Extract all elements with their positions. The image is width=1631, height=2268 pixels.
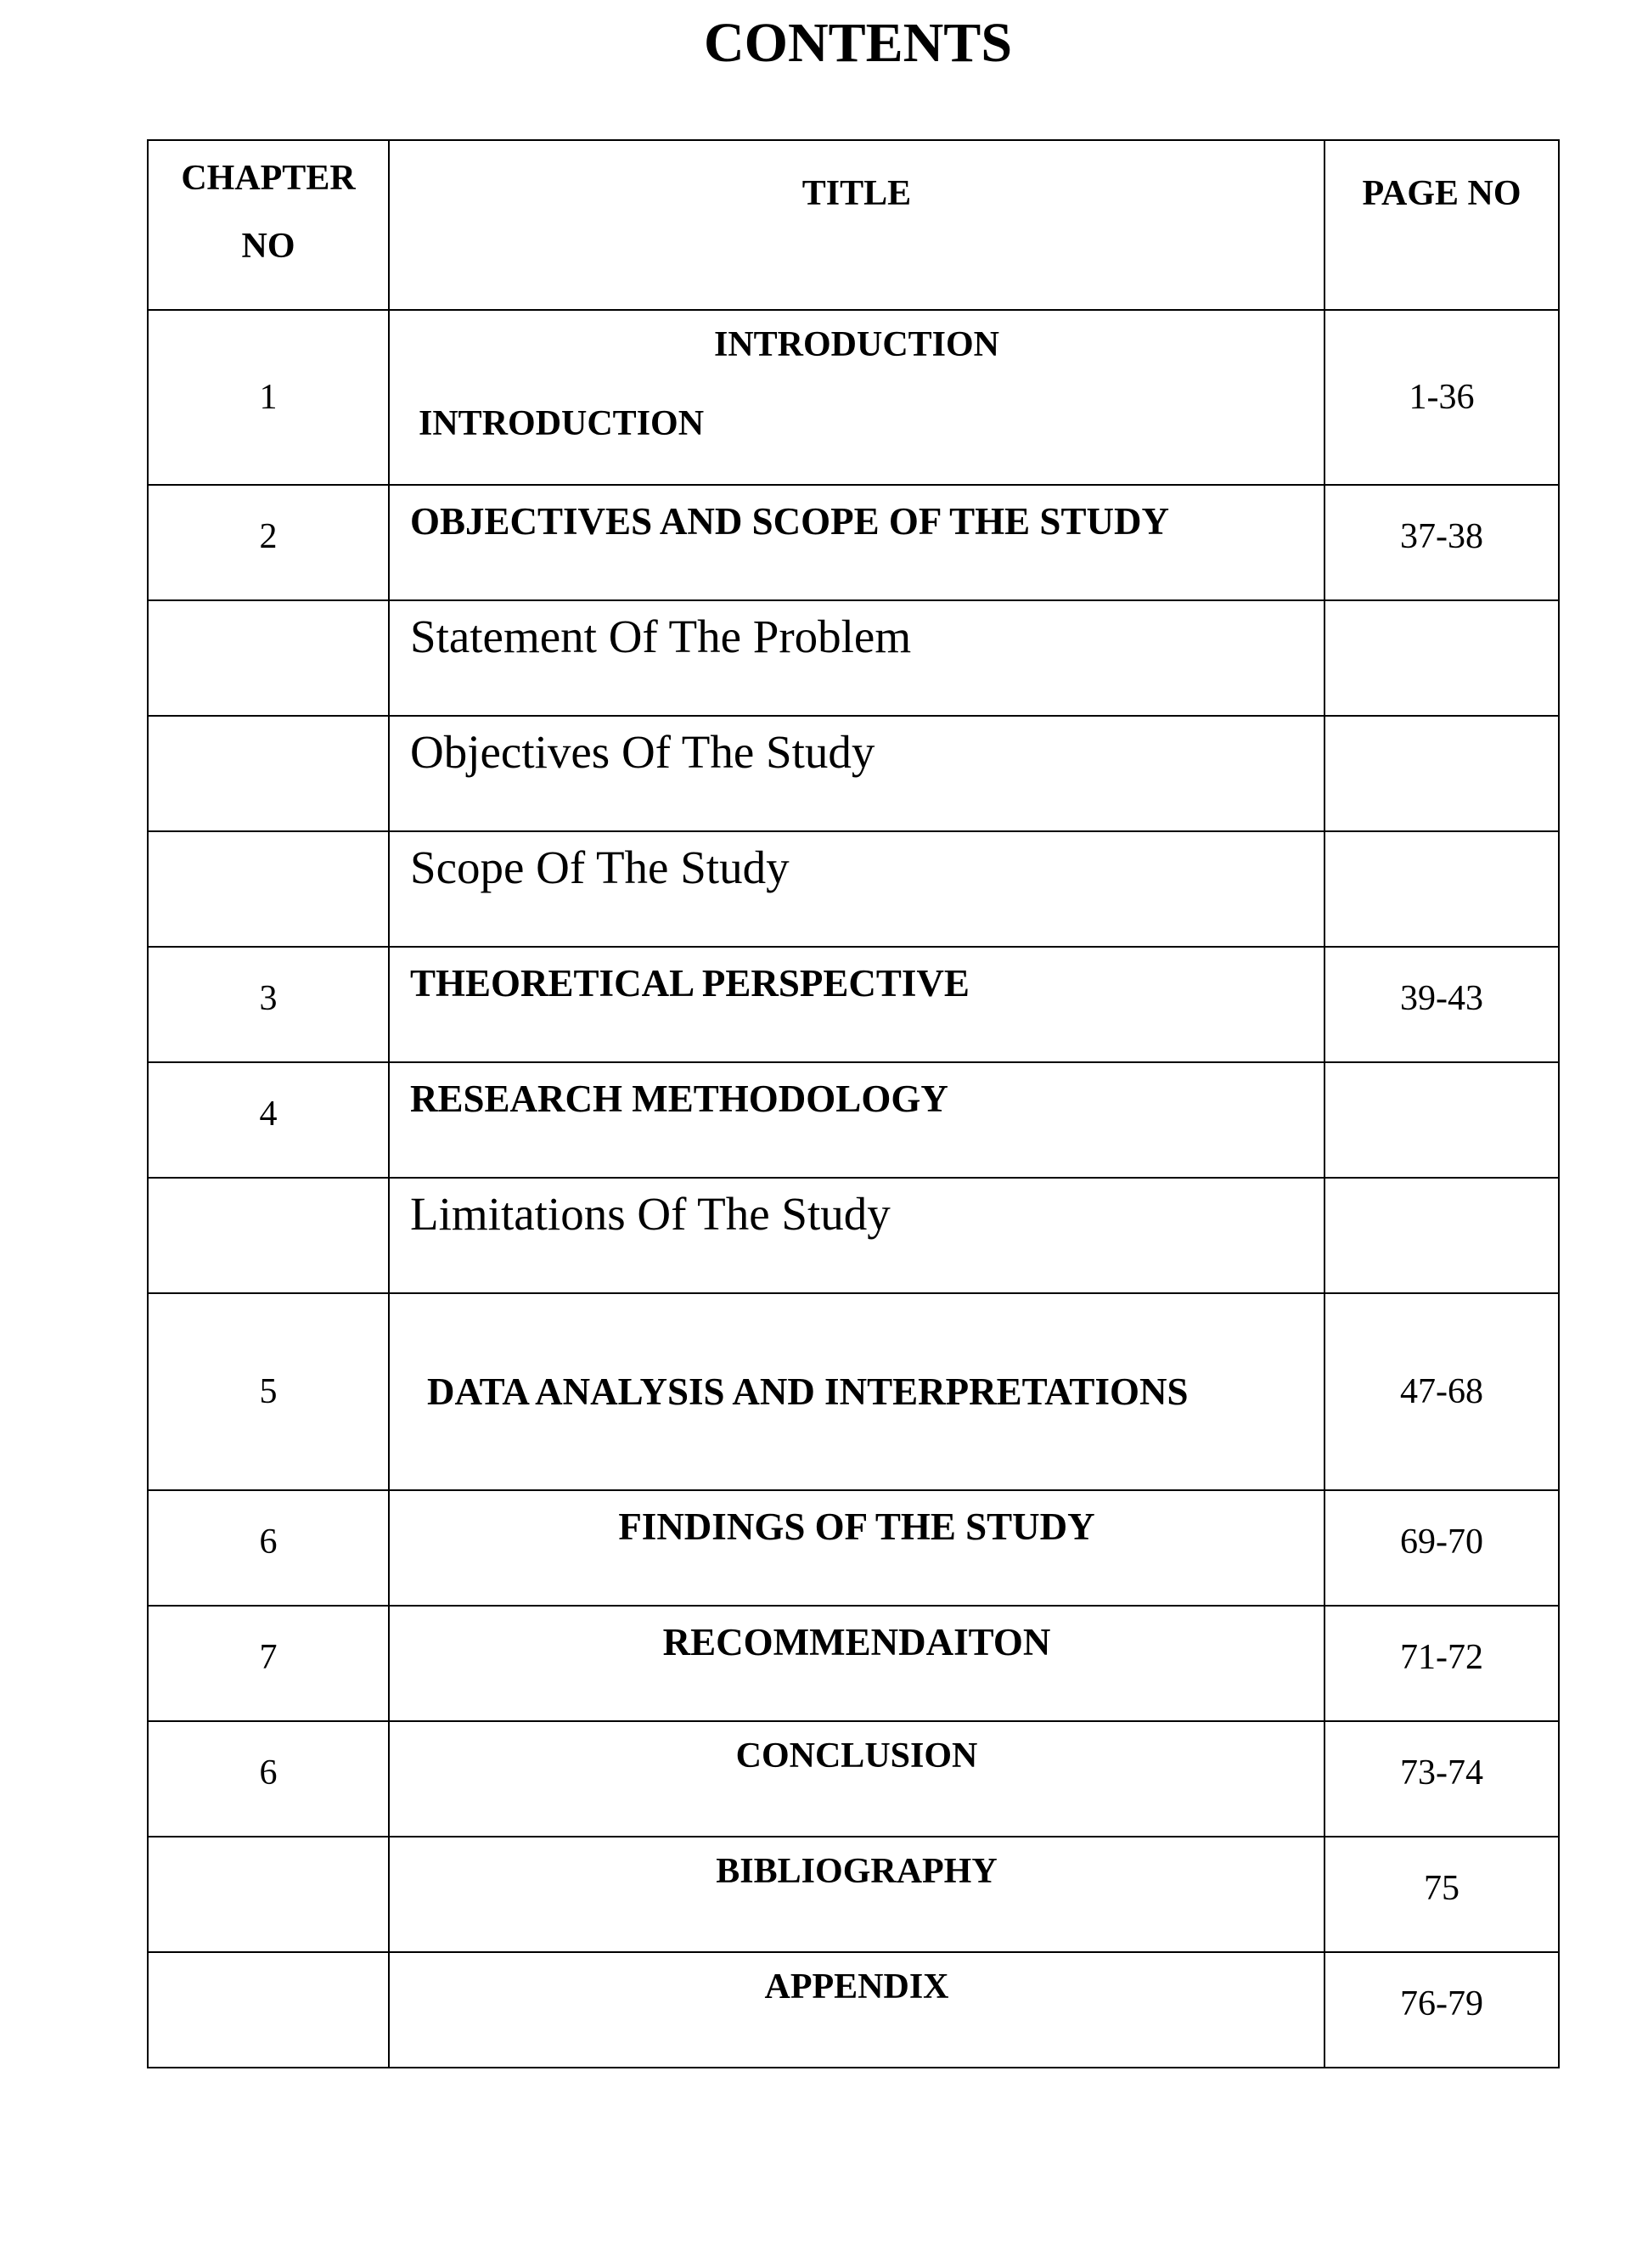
table-row [148, 600, 1559, 716]
section-title: Statement Of The Problem [389, 600, 1324, 716]
page-range: 76-79 [1324, 1952, 1559, 2068]
section-title: Objectives Of The Study [389, 716, 1324, 831]
table-row [148, 716, 1559, 831]
page-range: 37-38 [1324, 485, 1559, 600]
page-range [1324, 600, 1559, 716]
chapter-subtitle: INTRODUCTION [419, 404, 705, 443]
page-range: 1-36 [1324, 310, 1559, 485]
chapter-title: OBJECTIVES AND SCOPE OF THE STUDY [389, 485, 1324, 600]
page-range [1324, 1062, 1559, 1178]
table-header-row [148, 140, 1559, 310]
chapter-number [148, 1178, 389, 1293]
table-row [148, 1952, 1559, 2068]
chapter-number [148, 716, 389, 831]
chapter-number: 5 [148, 1293, 389, 1490]
page-range: 39-43 [1324, 947, 1559, 1062]
chapter-title: THEORETICAL PERSPECTIVE [389, 947, 1324, 1062]
chapter-number [148, 1837, 389, 1952]
chapter-number: 7 [148, 1606, 389, 1721]
table-row [148, 1606, 1559, 1721]
header-chapter-no [148, 140, 389, 310]
table-row [148, 310, 1559, 485]
chapter-number: 4 [148, 1062, 389, 1178]
section-title: Scope Of The Study [389, 831, 1324, 947]
chapter-title: FINDINGS OF THE STUDY [389, 1490, 1324, 1606]
header-chapter-line1: CHAPTER [181, 159, 356, 198]
header-title-label: TITLE [801, 174, 912, 213]
chapter-number: 3 [148, 947, 389, 1062]
table-row [148, 1837, 1559, 1952]
table-row [148, 831, 1559, 947]
chapter-number: 2 [148, 485, 389, 600]
page-range: 73-74 [1324, 1721, 1559, 1837]
chapter-title: DATA ANALYSIS AND INTERPRETATIONS [389, 1293, 1324, 1490]
header-page-no [1324, 140, 1559, 310]
table-row [148, 485, 1559, 600]
chapter-number [148, 831, 389, 947]
page-range: 47-68 [1324, 1293, 1559, 1490]
chapter-title: RESEARCH METHODOLOGY [389, 1062, 1324, 1178]
chapter-number: 6 [148, 1490, 389, 1606]
chapter-title: INTRODUCTION [713, 325, 1000, 364]
table-row [148, 1490, 1559, 1606]
header-chapter-line2: NO [241, 227, 295, 266]
chapter-number [148, 600, 389, 716]
header-page-label: PAGE NO [1362, 174, 1521, 213]
page-range: 69-70 [1324, 1490, 1559, 1606]
chapter-number: 1 [148, 310, 389, 485]
chapter-title-cell [389, 310, 1324, 485]
page-range [1324, 1178, 1559, 1293]
chapter-number [148, 1952, 389, 2068]
header-title [389, 140, 1324, 310]
page-range: 75 [1324, 1837, 1559, 1952]
contents-table [147, 139, 1560, 2068]
page-range: 71-72 [1324, 1606, 1559, 1721]
chapter-title: BIBLIOGRAPHY [389, 1837, 1324, 1952]
chapter-title: APPENDIX [389, 1952, 1324, 2068]
table-row [148, 1293, 1559, 1490]
page-range [1324, 716, 1559, 831]
chapter-title: CONCLUSION [389, 1721, 1324, 1837]
table-row [148, 1062, 1559, 1178]
page-range [1324, 831, 1559, 947]
chapter-number: 6 [148, 1721, 389, 1837]
chapter-title: RECOMMENDAITON [389, 1606, 1324, 1721]
page-title: CONTENTS [703, 12, 1013, 74]
table-row [148, 1721, 1559, 1837]
section-title: Limitations Of The Study [389, 1178, 1324, 1293]
table-row [148, 1178, 1559, 1293]
table-row [148, 947, 1559, 1062]
